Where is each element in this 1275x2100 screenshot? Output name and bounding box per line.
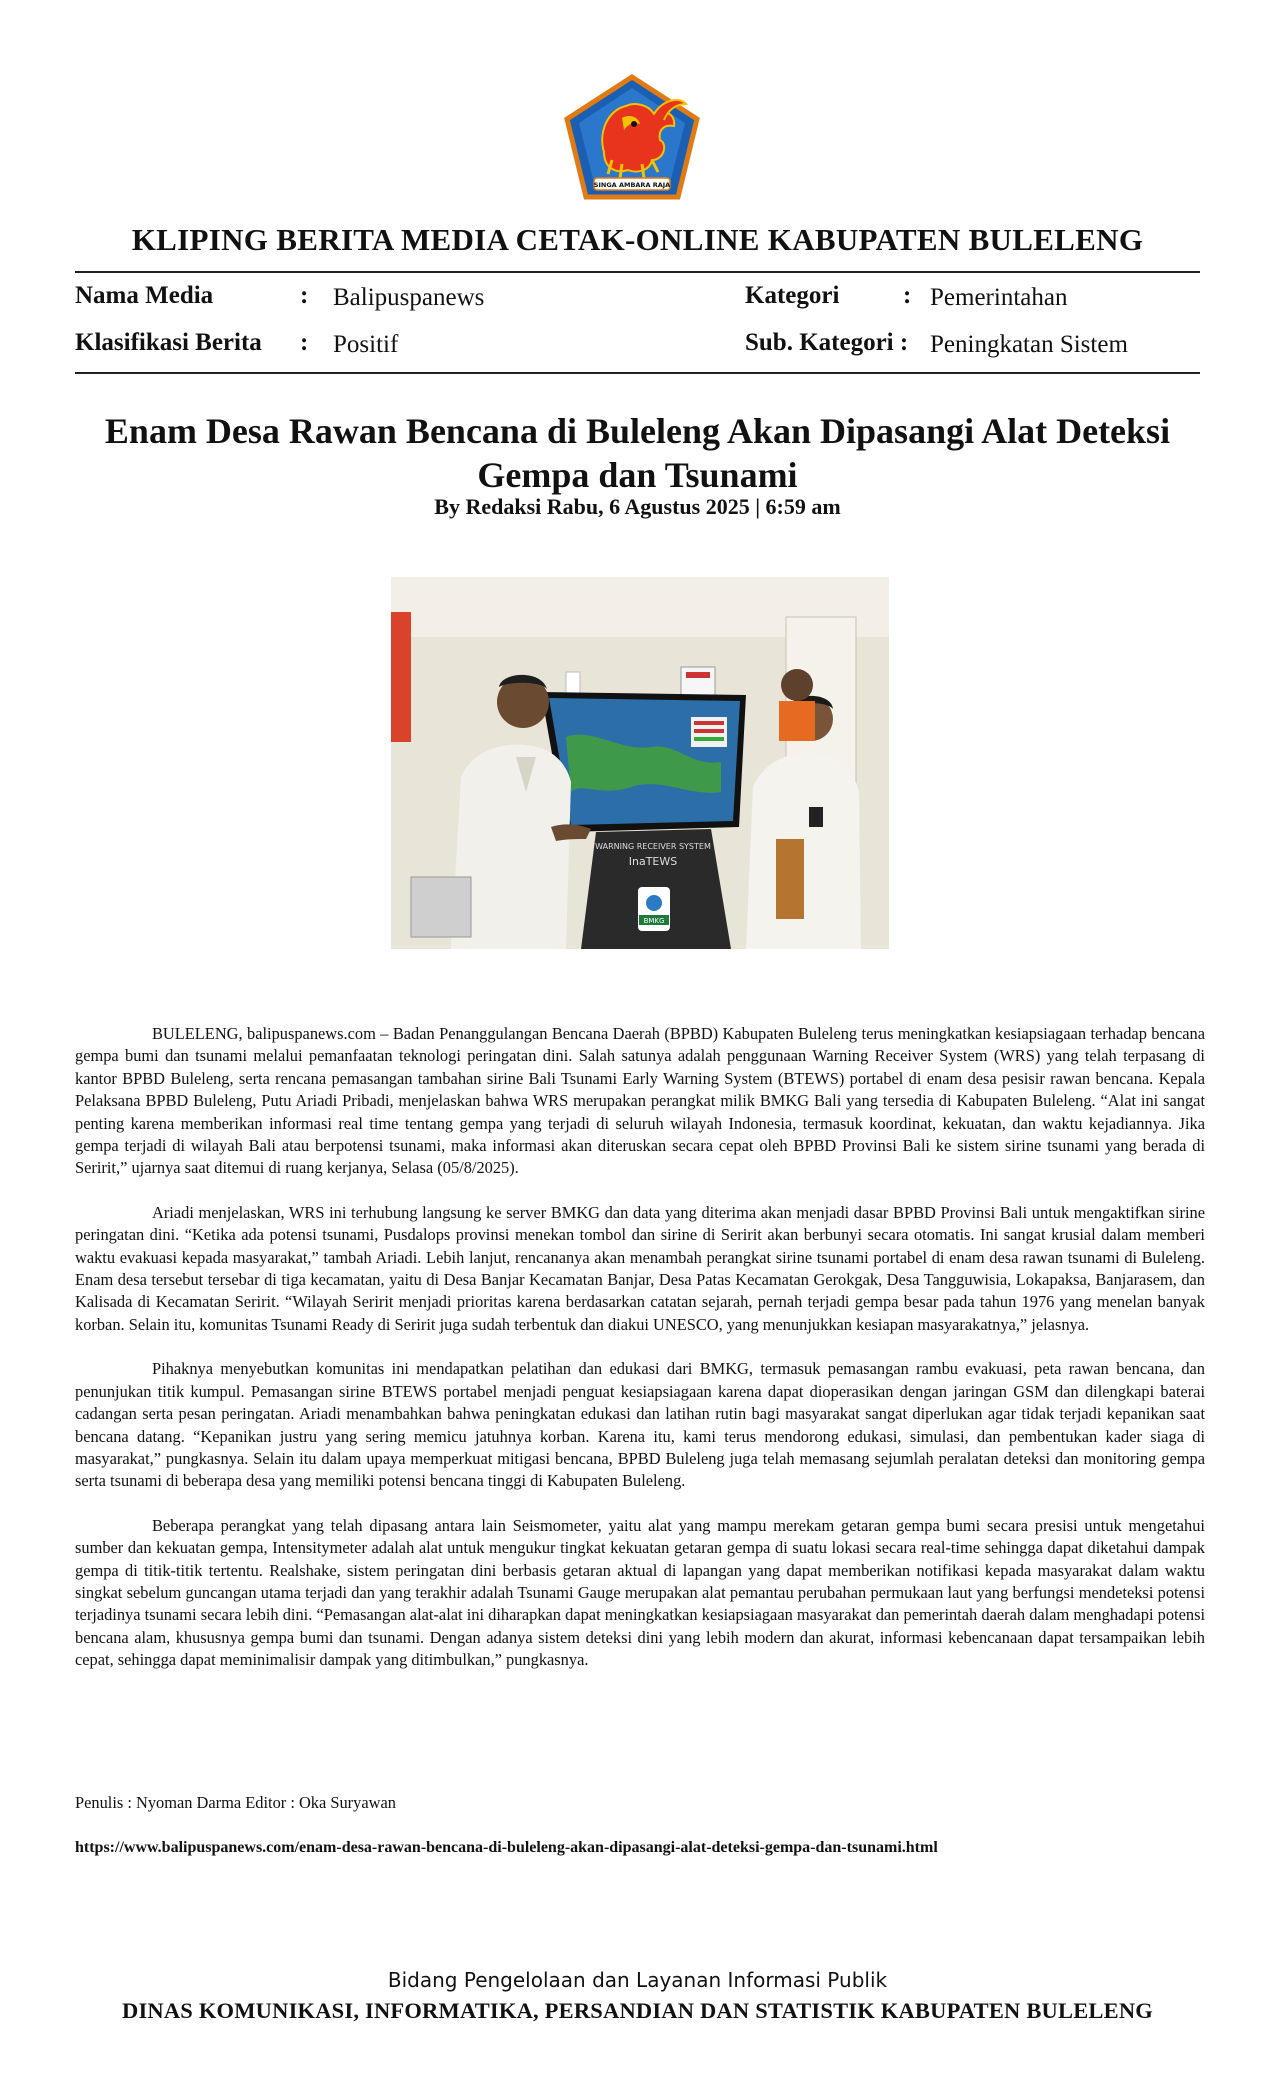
nama-media-colon: : <box>300 282 309 309</box>
kiosk-label-2: InaTEWS <box>628 855 678 868</box>
article-title: Enam Desa Rawan Bencana di Buleleng Akan Dipasangi Alat Deteksi Gempa dan Tsunami <box>104 411 1171 495</box>
article-paragraph: Pihaknya menyebutkan komunitas ini mendapatkan pelatihan dan edukasi dari BMKG, termasuk pemasangan rambu evakuasi, peta rawan bencana, dan penunjukan titik kumpul. Pemasangan sirine BTEWS portabel menjadi penguat kesiapsiagaan karena dapat dioperasikan dengan jaringan GSM dan dilengkapi baterai cadangan serta pesan peringatan. Ariadi menambahkan bahwa peningkatan edukasi dan latihan rutin bagi masyarakat sangat diperlukan agar tidak terjadi kepanikan saat bencana datang. “Kepanikan justru yang sering memicu jatuhnya korban. Karena itu, kami terus mendorong edukasi, simulasi, dan pembentukan kader siaga di masyarakat,” pungkasnya. Selain itu dalam upaya memperkuat mitigasi bencana, BPBD Buleleng juga telah memasang sejumlah peralatan deteksi dan monitoring gempa serta tsunami di beberapa desa yang memiliki potensi bencana tinggi di Kabupaten Buleleng. <box>75 1359 1205 1491</box>
header-divider-top <box>75 271 1200 273</box>
article-photo <box>391 577 889 949</box>
footer-agency: DINAS KOMUNIKASI, INFORMATIKA, PERSANDIAN DAN STATISTIK KABUPATEN BULELENG <box>122 1998 1153 2023</box>
kategori-label: Kategori <box>745 282 840 309</box>
kategori-value: Pemerintahan <box>930 284 1068 311</box>
logo-motto-text: SINGA AMBARA RAJA <box>593 181 671 189</box>
article-byline: By Redaksi Rabu, 6 Agustus 2025 | 6:59 am <box>434 494 841 519</box>
article-body <box>75 1023 1205 1694</box>
clipping-header-title: KLIPING BERITA MEDIA CETAK-ONLINE KABUPATEN BULELENG <box>131 222 1144 257</box>
article-source-link[interactable]: https://www.balipuspanews.com/enam-desa-rawan-bencana-di-buleleng-akan-dipasangi-alat-deteksi-gempa-dan-tsunami.html <box>75 1839 938 1856</box>
article-paragraph: BULELENG, balipuspanews.com – Badan Penanggulangan Bencana Daerah (BPBD) Kabupaten Buleleng terus meningkatkan kesiapsiagaan terhadap bencana gempa bumi dan tsunami melalui pemanfaatan teknologi peringatan dini. Salah satunya adalah penggunaan Warning Receiver System (WRS) yang telah terpasang di kantor BPBD Buleleng, serta rencana pemasangan tambahan sirine Bali Tsunami Early Warning System (BTEWS) portabel di enam desa pesisir rawan bencana. Kepala Pelaksana BPBD Buleleng, Putu Ariadi Pribadi, menjelaskan bahwa WRS merupakan perangkat milik BMKG Bali yang tersedia di Kabupaten Buleleng. “Alat ini sangat penting karena memberikan informasi real time tentang gempa yang terjadi di seluruh wilayah Indonesia, termasuk koordinat, kekuatan, dan waktu kejadiannya. Jika gempa terjadi di wilayah Bali atau berpotensi tsunami, maka informasi akan diteruskan secara cepat oleh BPBD Provinsi Bali ke sistem sirine tsunami yang berada di Seririt,” ujarnya saat ditemui di ruang kerjanya, Selasa (05/8/2025). <box>75 1024 1205 1178</box>
kategori-colon: : <box>903 282 912 309</box>
nama-media-label: Nama Media <box>75 282 214 309</box>
article-paragraph: Beberapa perangkat yang telah dipasang antara lain Seismometer, yaitu alat yang mampu merekam getaran gempa bumi secara presisi untuk mengetahui sumber dan kekuatan gempa, Intensitymeter adalah alat untuk mengukur tingkat kekuatan getaran gempa di suatu lokasi secara real-time sehingga dapat diketahui dampak gempa di titik-titik tertentu. Realshake, sistem peringatan dini berbasis getaran aktual di lapangan yang dapat memberikan notifikasi kepada masyarakat dalam waktu singkat sebelum guncangan utama terjadi dan yang terakhir adalah Tsunami Gauge merupakan alat pemantau perubahan permukaan laut yang berfungsi mendeteksi potensi terjadinya tsunami secara lebih dini. “Pemasangan alat-alat ini diharapkan dapat meningkatkan kesiapsiagaan masyarakat dan pemerintah daerah dalam menghadapi potensi bencana alam, khususnya gempa bumi dan tsunami. Dengan adanya sistem deteksi dini yang lebih modern dan akurat, informasi kebencanaan dapat tersampaikan lebih cepat, sehingga dapat meminimalisir dampak yang ditimbulkan,” pungkasnya. <box>75 1515 1205 1670</box>
kiosk-label-1: WARNING RECEIVER SYSTEM <box>595 842 711 851</box>
sub-kategori-label: Sub. Kategori : <box>745 329 909 356</box>
article-credit: Penulis : Nyoman Darma Editor : Oka Suryawan <box>75 1793 396 1812</box>
buleleng-crest-logo <box>564 74 700 200</box>
klasifikasi-berita-value: Positif <box>333 331 399 358</box>
article-paragraph: Ariadi menjelaskan, WRS ini terhubung langsung ke server BMKG dan data yang diterima akan menjadi dasar BPBD Provinsi Bali untuk mengaktifkan sirine peringatan dini. “Ketika ada potensi tsunami, Pusdalops provinsi menekan tombol dan sirine di Seririt akan berbunyi secara otomatis. Ini sangat krusial dalam memberi waktu evakuasi kepada masyarakat,” tambah Ariadi. Lebih lanjut, rencananya akan menambah perangkat sirine tsunami portabel di enam desa rawan tsunami di Buleleng. Enam desa tersebut tersebar di tiga kecamatan, yaitu di Desa Banjar Kecamatan Banjar, Desa Patas Kecamatan Gerokgak, Desa Tangguwisia, Lokapaksa, Banjarasem, dan Kalisada di Kecamatan Seririt. “Wilayah Seririt menjadi prioritas karena berdasarkan catatan sejarah, pernah terjadi gempa besar pada tahun 1976 yang menelan banyak korban. Selain itu, komunitas Tsunami Ready di Seririt juga sudah terbentuk dan diakui UNESCO, yang menunjukkan kesiapan masyarakatnya,” jelasnya. <box>75 1202 1205 1334</box>
sub-kategori-value: Peningkatan Sistem <box>930 331 1128 358</box>
kiosk-bmkg-badge: BMKG <box>643 917 665 925</box>
footer-department: Bidang Pengelolaan dan Layanan Informasi Publik <box>387 1968 888 1992</box>
header-divider-bottom <box>75 372 1200 374</box>
klasifikasi-berita-colon: : <box>300 329 309 356</box>
klasifikasi-berita-label: Klasifikasi Berita <box>75 329 262 356</box>
nama-media-value: Balipuspanews <box>333 284 485 311</box>
